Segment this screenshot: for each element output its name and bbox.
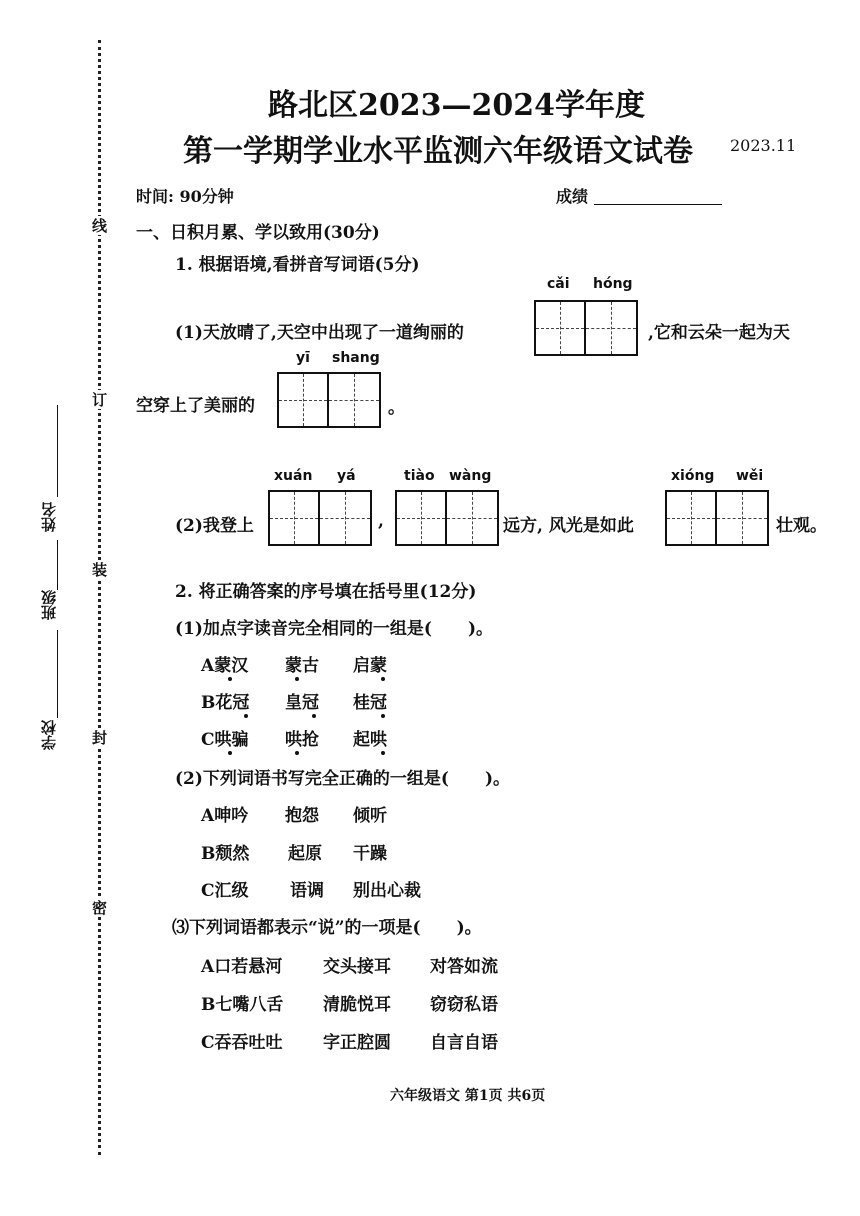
q2-p1-option-b-2: 皇冠 bbox=[285, 693, 319, 713]
q2-p1-option-b-3: 桂冠 bbox=[353, 693, 387, 713]
q2-p2-option-c-3: 别出心裁 bbox=[353, 881, 421, 901]
pinyin-yi: yī bbox=[296, 350, 310, 366]
class-label: 班级 bbox=[40, 590, 58, 620]
pinyin-cai: cǎi bbox=[547, 276, 570, 292]
pinyin-shang: shang bbox=[332, 350, 380, 366]
q2-p2-option-b-3: 干躁 bbox=[353, 844, 387, 864]
q2-p3-option-b-1: B七嘴八舌 bbox=[201, 995, 284, 1015]
q2-p2-option-a-1: A呻吟 bbox=[201, 806, 249, 826]
binding-char-mi: 密 bbox=[90, 900, 108, 915]
q2-p2-option-c-1: C汇级 bbox=[201, 881, 249, 901]
q2-p1-option-a-2: 蒙古 bbox=[285, 656, 319, 676]
binding-char-xian: 线 bbox=[90, 218, 108, 233]
score-blank[interactable] bbox=[594, 204, 722, 205]
q2-p2-stem-b: )。 bbox=[484, 769, 511, 789]
q2-p3-option-a-2: 交头接耳 bbox=[323, 957, 391, 977]
pinyin-wang: wàng bbox=[449, 468, 492, 484]
q2-p3-option-a-1: A口若悬河 bbox=[201, 957, 283, 977]
q2-p3-option-a-3: 对答如流 bbox=[430, 957, 498, 977]
q2-p2-option-c-2: 语调 bbox=[290, 881, 324, 901]
exam-date: 2023.11 bbox=[730, 136, 797, 155]
q2-p2-stem-a: (2)下列词语书写完全正确的一组是( bbox=[175, 769, 449, 789]
binding-char-zhuang: 装 bbox=[90, 562, 108, 577]
emphasis-dot bbox=[381, 677, 385, 681]
answer-box-caihong[interactable] bbox=[534, 300, 638, 356]
answer-box-yishang[interactable] bbox=[277, 372, 381, 428]
exam-time: 时间: 90分钟 bbox=[136, 187, 234, 206]
answer-cell[interactable] bbox=[397, 492, 447, 544]
q2-p1-option-a-1: A蒙汉 bbox=[201, 656, 249, 676]
q2-p2-option-b-2: 起原 bbox=[288, 844, 322, 864]
q2-p3-stem bbox=[172, 913, 482, 938]
emphasis-dot bbox=[244, 714, 248, 718]
binding-char-feng: 封 bbox=[90, 730, 108, 745]
q2-p1-stem-b: )。 bbox=[467, 619, 494, 639]
binding-char-ding: 订 bbox=[90, 392, 108, 407]
q1-s2-part1: (2)我登上 bbox=[175, 516, 254, 536]
q1-s1-part4: 。 bbox=[388, 398, 405, 418]
name-blank[interactable] bbox=[57, 405, 58, 497]
q1-s2-part2: 远方, 风光是如此 bbox=[503, 516, 634, 536]
q2-p1-option-c-2: 哄抢 bbox=[285, 730, 319, 750]
pinyin-wei: wěi bbox=[736, 468, 764, 484]
answer-box-tiaowang[interactable] bbox=[395, 490, 499, 546]
pinyin-xuan: xuán bbox=[274, 468, 313, 484]
q1-s1-part1: (1)天放晴了,天空中出现了一道绚丽的 bbox=[175, 323, 464, 343]
q1-s2-comma: , bbox=[378, 511, 384, 531]
school-blank[interactable] bbox=[57, 630, 58, 718]
q1-s1-part3: 空穿上了美丽的 bbox=[136, 396, 255, 416]
q2-p1-option-c-1: C哄骗 bbox=[201, 730, 249, 750]
q2-p3-option-c-1: C吞吞吐吐 bbox=[201, 1033, 283, 1053]
answer-cell[interactable] bbox=[270, 492, 320, 544]
q2-heading: 2. 将正确答案的序号填在括号里(12分) bbox=[175, 582, 477, 602]
q1-s2-part3: 壮观。 bbox=[776, 516, 827, 536]
pinyin-ya: yá bbox=[337, 468, 356, 484]
q2-p1-stem bbox=[175, 614, 493, 639]
emphasis-dot bbox=[312, 714, 316, 718]
emphasis-dot bbox=[295, 751, 299, 755]
pinyin-xiong: xióng bbox=[671, 468, 715, 484]
binding-dotted-line bbox=[98, 40, 101, 1155]
answer-cell[interactable] bbox=[586, 302, 636, 354]
q2-p3-stem-a: ⑶下列词语都表示“说”的一项是( bbox=[172, 918, 421, 938]
q2-p3-option-b-3: 窃窃私语 bbox=[430, 995, 498, 1015]
emphasis-dot bbox=[381, 714, 385, 718]
q2-p3-option-b-2: 清脆悦耳 bbox=[323, 995, 391, 1015]
answer-box-xuanya[interactable] bbox=[268, 490, 372, 546]
title-line1: 路北区2023—2024学年度 bbox=[268, 88, 645, 123]
q1-s1-part2: ,它和云朵一起为天 bbox=[648, 323, 790, 343]
answer-cell[interactable] bbox=[329, 374, 379, 426]
emphasis-dot bbox=[228, 751, 232, 755]
q2-p2-option-a-2: 抱怨 bbox=[285, 806, 319, 826]
school-label: 学校 bbox=[40, 720, 58, 750]
q2-p2-option-b-1: B颓然 bbox=[201, 844, 250, 864]
emphasis-dot bbox=[295, 677, 299, 681]
q2-p1-option-b-1: B花冠 bbox=[201, 693, 250, 713]
name-label: 姓名 bbox=[40, 502, 58, 532]
q2-p3-stem-b: )。 bbox=[456, 918, 482, 938]
q2-p3-option-c-2: 字正腔圆 bbox=[323, 1033, 391, 1053]
q2-p1-option-a-3: 启蒙 bbox=[353, 656, 387, 676]
title-line2: 第一学期学业水平监测六年级语文试卷 bbox=[183, 134, 693, 169]
section1-heading: 一、日积月累、学以致用(30分) bbox=[136, 223, 380, 243]
q2-p2-stem bbox=[175, 764, 510, 789]
answer-cell[interactable] bbox=[279, 374, 329, 426]
answer-box-xiongwei[interactable] bbox=[665, 490, 769, 546]
score-label: 成绩 bbox=[556, 187, 589, 206]
q1-heading: 1. 根据语境,看拼音写词语(5分) bbox=[175, 255, 420, 275]
pinyin-hong: hóng bbox=[593, 276, 633, 292]
answer-cell[interactable] bbox=[447, 492, 497, 544]
emphasis-dot bbox=[381, 751, 385, 755]
q2-p1-option-c-3: 起哄 bbox=[353, 730, 387, 750]
class-blank[interactable] bbox=[57, 540, 58, 590]
page-footer: 六年级语文 第1页 共6页 bbox=[390, 1088, 546, 1104]
answer-cell[interactable] bbox=[717, 492, 767, 544]
q2-p1-stem-a: (1)加点字读音完全相同的一组是( bbox=[175, 619, 432, 639]
pinyin-tiao: tiào bbox=[404, 468, 435, 484]
emphasis-dot bbox=[228, 677, 232, 681]
answer-cell[interactable] bbox=[667, 492, 717, 544]
q2-p2-option-a-3: 倾听 bbox=[353, 806, 387, 826]
answer-cell[interactable] bbox=[320, 492, 370, 544]
answer-cell[interactable] bbox=[536, 302, 586, 354]
q2-p3-option-c-3: 自言自语 bbox=[430, 1033, 498, 1053]
